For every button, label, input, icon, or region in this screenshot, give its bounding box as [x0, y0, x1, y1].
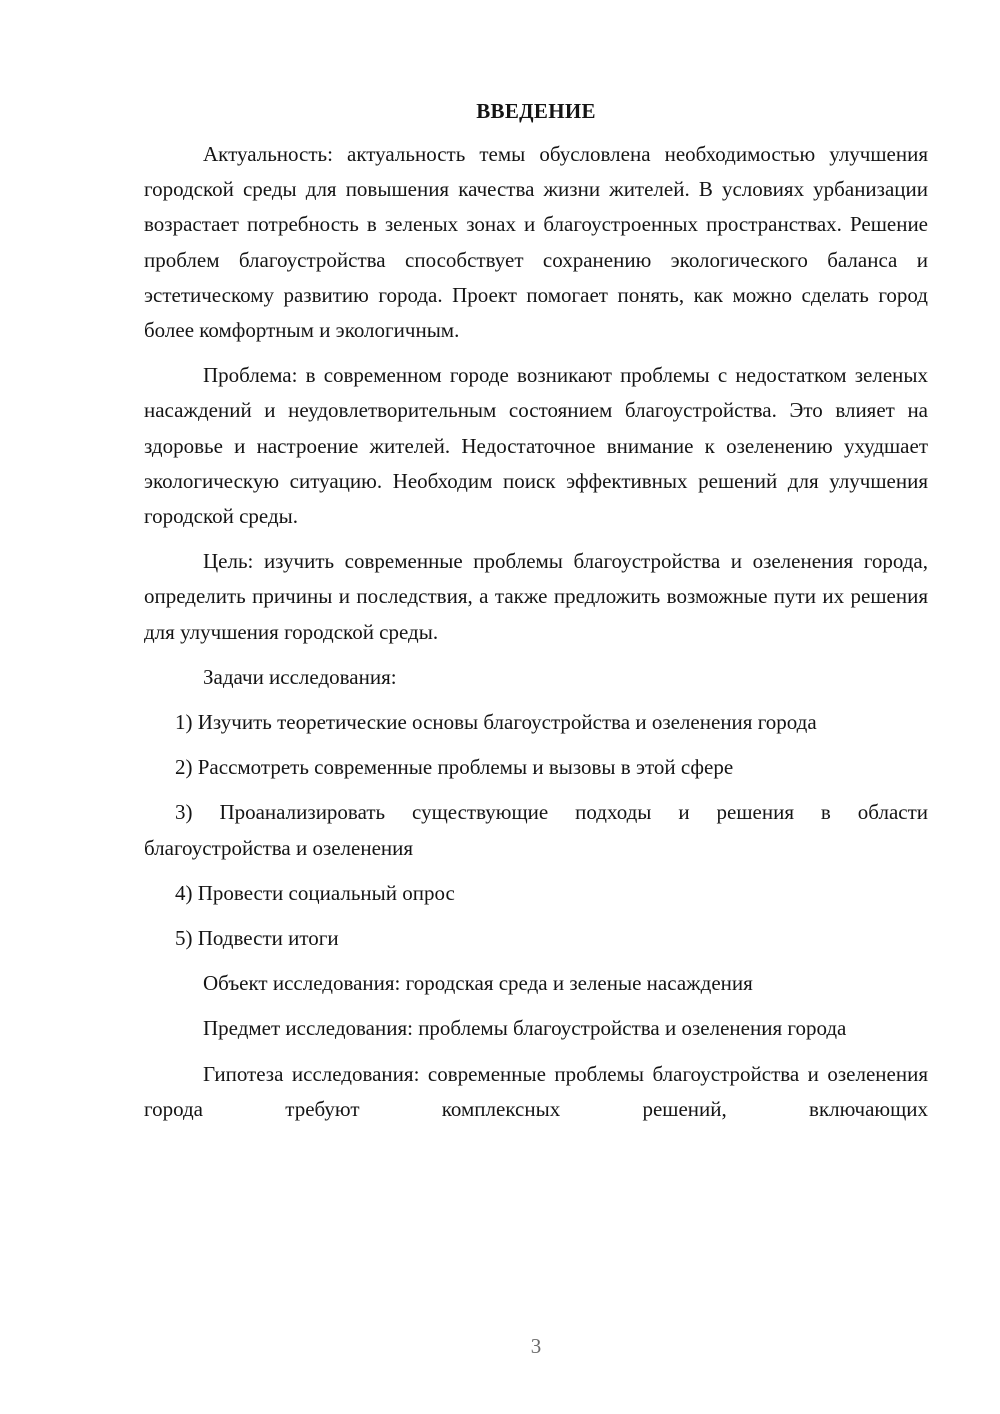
task-item-3: 3) Проанализировать существующие подходы и решения в области благоустройства и озеленения — [144, 800, 928, 860]
paragraph-object: Объект исследования: городская среда и зеленые насаждения — [203, 971, 753, 996]
task-item-1: 1) Изучить теоретические основы благоустройства и озеленения города — [175, 710, 817, 735]
task-item-4: 4) Провести социальный опрос — [175, 880, 455, 905]
document-body — [144, 94, 928, 1137]
task-item-5: 5) Подвести итоги — [175, 926, 339, 951]
page-title: ВВЕДЕНИЕ — [476, 99, 596, 123]
paragraph-tasks-heading: Задачи исследования: — [203, 664, 397, 689]
paragraph-hypothesis: Гипотеза исследования: современные проблемы благоустройства и озеленения города требуют комплексных решений, включающих — [144, 1061, 928, 1121]
paragraph-relevance: Актуальность: актуальность темы обусловлена необходимостью улучшения городской среды для повышения качества жизни жителей. В условиях урбанизации возрастает потребность в зеленых зонах и благоустроенных пространствах. Решение проблем благоустройства способствует сохранению экологического баланса и эстетическому развитию города. Проект помогает понять, как можно сделать город более комфортным и экологичным. — [144, 142, 928, 343]
task-item-2: 2) Рассмотреть современные проблемы и вызовы в этой сфере — [175, 755, 734, 780]
paragraph-problem: Проблема: в современном городе возникают проблемы с недостатком зеленых насаждений и неудовлетворительным состоянием благоустройства. Это влияет на здоровье и настроение жителей. Недостаточное внимание к озеленению ухудшает экологическую ситуацию. Необходим поиск эффективных решений для улучшения городской среды. — [144, 363, 928, 529]
paragraph-goal: Цель: изучить современные проблемы благоустройства и озеленения города, определить причины и последствия, а также предложить возможные пути их решения для улучшения городской среды. — [144, 549, 928, 644]
paragraph-subject: Предмет исследования: проблемы благоустройства и озеленения города — [203, 1016, 847, 1041]
page-number: 3 — [530, 1334, 542, 1358]
